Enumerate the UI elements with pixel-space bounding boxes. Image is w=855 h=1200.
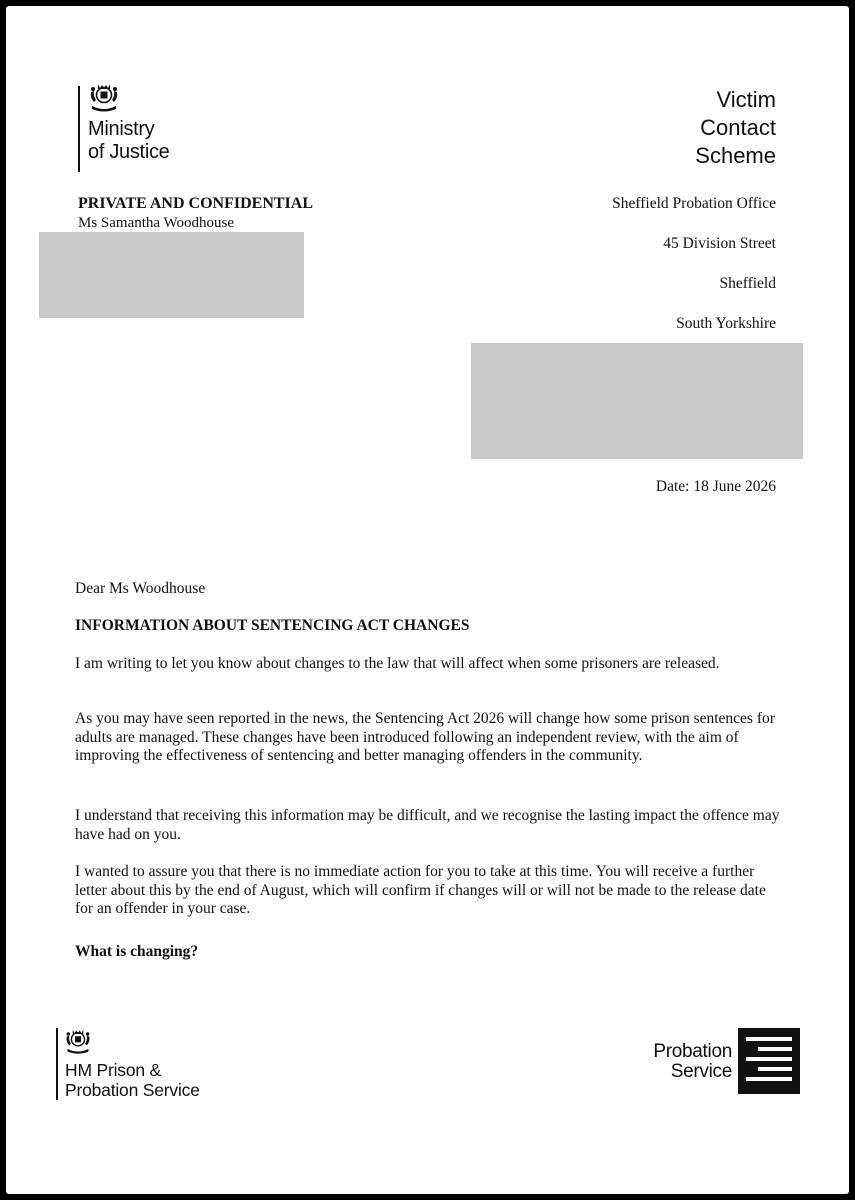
letter-paragraph: I understand that receiving this information may be difficult, and we recognise the lasting impact the offence may have had on you.	[75, 807, 780, 843]
moj-line1: Ministry	[88, 118, 155, 140]
probation-stripes-icon	[738, 1028, 800, 1094]
hmpps-line1: HM Prison &	[65, 1060, 162, 1080]
probation-line2: Service	[670, 1061, 732, 1082]
letter-paragraph: I wanted to assure you that there is no immediate action for you to take at this time. You will receive a further letter about this by the end of August, which will confirm if changes will or will not be made to the release date for an offender in your case.	[75, 863, 766, 918]
confidential-heading: PRIVATE AND CONFIDENTIAL	[78, 195, 313, 212]
scheme-title	[695, 86, 776, 170]
letter-page	[6, 6, 849, 1194]
letter-heading: INFORMATION ABOUT SENTENCING ACT CHANGES	[75, 617, 470, 634]
moj-logo	[78, 80, 228, 176]
probation-service-logo	[632, 1028, 800, 1094]
scheme-title-line1: Victim	[716, 87, 776, 112]
probation-wordmark	[653, 1042, 732, 1082]
sender-address-line2: 45 Division Street	[663, 235, 776, 252]
royal-crest-icon	[88, 80, 120, 114]
letter-paragraph: I am writing to let you know about changes to the law that will affect when some prisoners are released.	[75, 655, 720, 672]
redacted-recipient-address	[39, 232, 304, 318]
redacted-sender-details	[471, 343, 803, 459]
letter-greeting: Dear Ms Woodhouse	[75, 580, 206, 597]
probation-line1: Probation	[653, 1041, 732, 1062]
hmpps-wordmark	[65, 1060, 200, 1100]
scheme-title-line2: Contact	[700, 115, 776, 140]
letter-paragraph: As you may have seen reported in the news, the Sentencing Act 2026 will change how some prison sentences for adults are managed. These changes have been introduced following an independent review, with the aim of improving the effectiveness of sentencing and better managing offenders in the community.	[75, 710, 775, 765]
logo-divider	[78, 86, 80, 172]
scheme-title-line3: Scheme	[695, 143, 776, 168]
royal-crest-icon	[64, 1026, 92, 1056]
letter-date: Date: 18 June 2026	[655, 478, 776, 495]
moj-wordmark	[88, 118, 169, 164]
recipient-name: Ms Samantha Woodhouse	[78, 215, 235, 231]
letter-subheading: What is changing?	[75, 943, 199, 960]
hmpps-line2: Probation Service	[65, 1080, 200, 1100]
sender-address-line3: Sheffield	[719, 275, 776, 292]
sender-address-line4: South Yorkshire	[676, 315, 776, 332]
sender-address-line1: Sheffield Probation Office	[612, 195, 776, 212]
moj-line2: of Justice	[88, 141, 170, 163]
logo-divider	[56, 1028, 58, 1100]
hmpps-logo	[56, 1026, 221, 1104]
